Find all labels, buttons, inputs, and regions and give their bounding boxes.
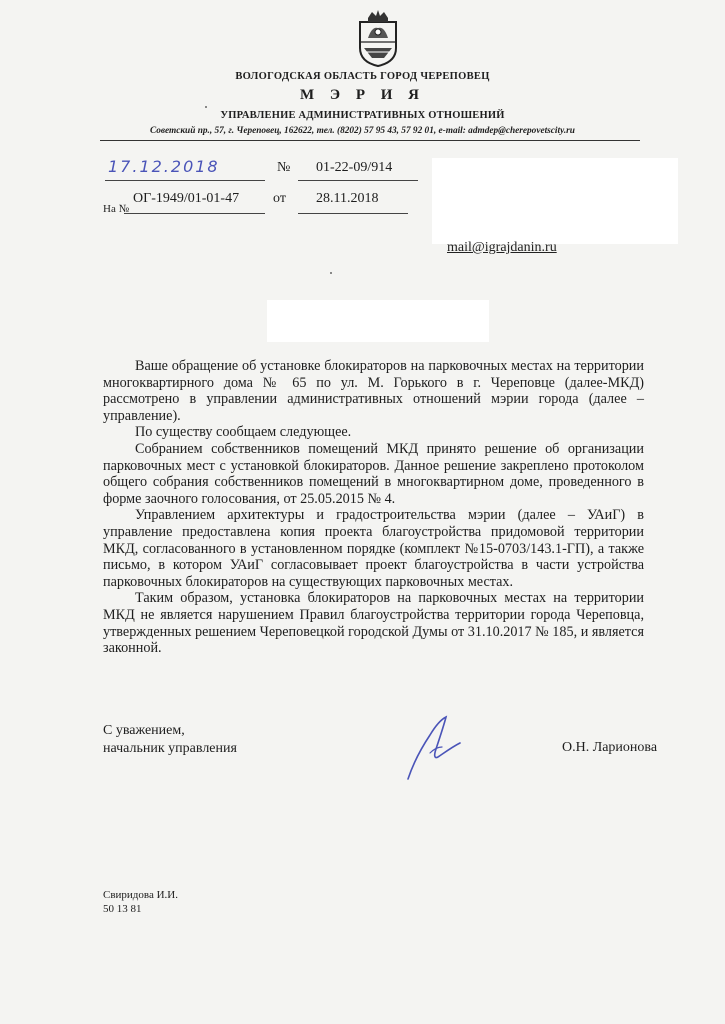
letterhead-department: УПРАВЛЕНИЕ АДМИНИСТРАТИВНЫХ ОТНОШЕНИЙ — [220, 110, 505, 121]
executor-block — [103, 888, 178, 916]
reference-number: ОГ-1949/01-01-47 — [133, 191, 240, 206]
scan-speck — [330, 272, 332, 274]
number-underline — [298, 180, 418, 181]
letter-body — [103, 358, 644, 657]
closing-block — [103, 722, 237, 758]
reference-date-label: от — [273, 191, 286, 206]
letterhead-divider — [100, 140, 640, 141]
signer-position: начальник управления — [103, 741, 237, 756]
body-paragraph: Управлением архитектуры и градостроительства мэрии (далее – УАиГ) в управление предоставлена копия проекта благоустройства придомовой территории МКД, согласованного в установленном порядке (комплект №15-0703/143.1-ГП), а также письмо, в котором УАиГ согласовывает проект благоустройства в части устройства парковочных блокираторов на существующих парковочных местах. — [103, 507, 644, 590]
reference-number-underline — [124, 213, 265, 214]
executor-phone: 50 13 81 — [103, 903, 142, 915]
body-paragraph: По существу сообщаем следующее. — [135, 424, 352, 441]
registration-number-label: № — [277, 160, 291, 175]
redacted-recipient-block — [432, 158, 678, 244]
reference-date-underline — [298, 213, 408, 214]
coat-of-arms-icon — [354, 8, 402, 68]
recipient-email-link[interactable]: mail@igrajdanin.ru — [447, 240, 557, 255]
body-paragraph: Собранием собственников помещений МКД принято решение об организации парковочных мест с установкой блокираторов. Данное решение закреплено протоколом общего собрания собственников помещений в многоквартирном доме, проведенного в форме заочного голосования, от 25.05.2015 № 4. — [103, 440, 644, 507]
body-paragraph: Таким образом, установка блокираторов на парковочных местах на территории МКД не является нарушением Правил благоустройства территории города Череповца, утвержденных решением Череповецкой городской Думы от 31.10.2017 № 185, и является законной. — [103, 590, 644, 657]
letterhead-region: ВОЛОГОДСКАЯ ОБЛАСТЬ ГОРОД ЧЕРЕПОВЕЦ — [235, 71, 490, 82]
reference-label: На № — [103, 203, 130, 215]
signer-name: О.Н. Ларионова — [562, 740, 658, 755]
closing-greeting: С уважением, — [103, 723, 185, 738]
date-underline — [105, 180, 265, 181]
redacted-salutation-block — [267, 300, 489, 342]
registration-date: 17.12.2018 — [108, 157, 220, 176]
letterhead-organization: М Э Р И Я — [300, 87, 425, 103]
scan-speck — [205, 106, 207, 108]
executor-name: Свиридова И.И. — [103, 889, 178, 901]
handwritten-signature-icon — [400, 713, 470, 783]
reference-date: 28.11.2018 — [316, 191, 379, 206]
registration-number: 01-22-09/914 — [316, 160, 393, 175]
body-paragraph: Ваше обращение об установке блокираторов на парковочных местах на территории многоквартирного дома № 65 по ул. М. Горького в г. Череповце (далее-МКД) рассмотрено в управлении административных отношений мэрии города (далее – управление). — [103, 358, 644, 424]
letterhead-contacts: Советский пр., 57, г. Череповец, 162622, тел. (8202) 57 95 43, 57 92 01, e-mail: admdep@cherepovetscity.ru — [150, 126, 575, 136]
